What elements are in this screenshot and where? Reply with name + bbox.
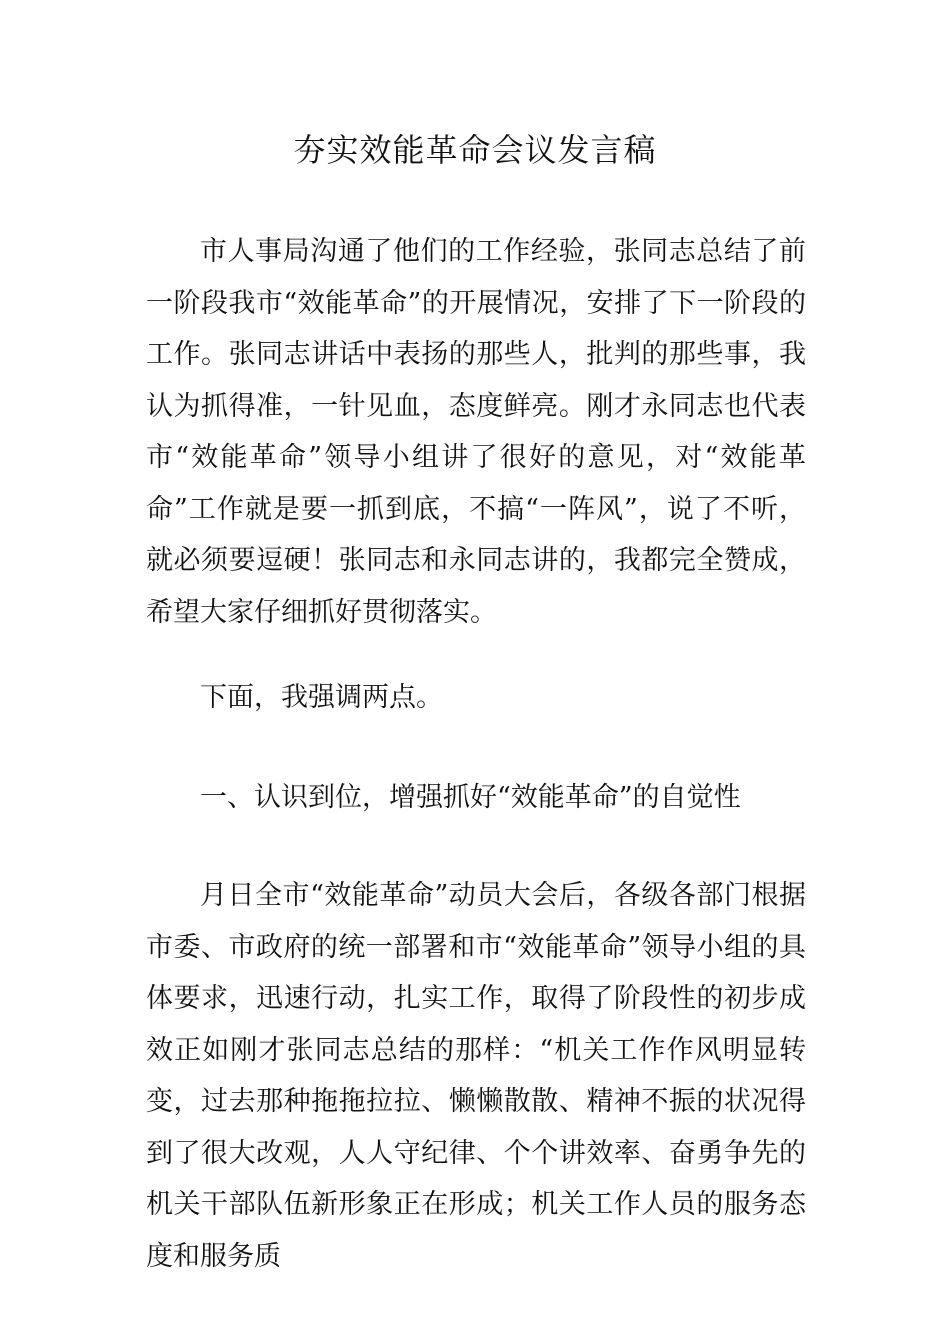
paragraph-progress: 月日全市“效能革命”动员大会后，各级各部门根据市委、市政府的统一部署和市“效能革命”领导小组的具体要求，迅速行动，扎实工作，取得了阶段性的初步成效正如刚才张同志总结的那样：“机关工作作风明显转变，过去那种拖拖拉拉、懒懒散散、精神不振的状况得到了很大改观，人人守纪律、个个讲效率、奋勇争先的机关干部队伍新形象正在形成；机关工作人员的服务态度和服务质 (146, 880, 806, 1272)
section-heading-one: 一、认识到位，增强抓好“效能革命”的自觉性 (200, 782, 741, 813)
paragraph-intro: 市人事局沟通了他们的工作经验，张同志总结了前一阶段我市“效能革命”的开展情况，安排了下一阶段的工作。张同志讲话中表扬的那些人，批判的那些事，我认为抓得准，一针见血，态度鲜亮。刚才永同志也代表市“效能革命”领导小组讲了很好的意见，对“效能革命”工作就是要一抓到底，不搞“一阵风”，说了不听，就必须要逗硬！张同志和永同志讲的，我都完全赞成，希望大家仔细抓好贯彻落实。 (146, 236, 806, 628)
document-title: 夯实效能革命会议发言稿 (293, 131, 657, 169)
paragraph-emphasis: 下面，我强调两点。 (200, 682, 443, 713)
